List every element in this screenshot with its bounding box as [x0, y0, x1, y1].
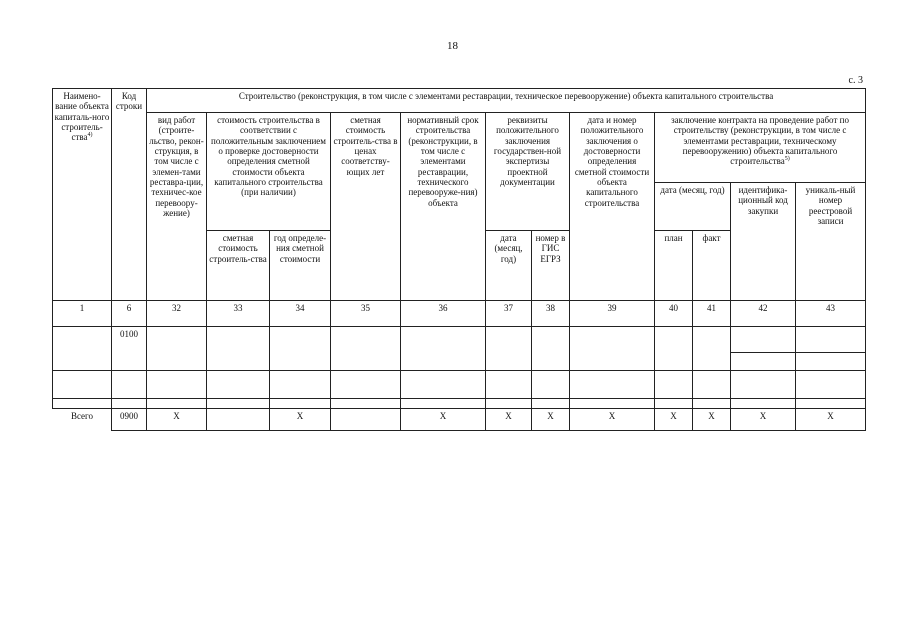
table-cell[interactable]: [570, 371, 655, 399]
column-number: 33: [207, 301, 270, 327]
table-cell[interactable]: [270, 371, 331, 399]
table-cell[interactable]: [401, 399, 486, 409]
header-fact: факт: [693, 231, 731, 301]
total-mark: X: [147, 409, 207, 431]
table-cell[interactable]: [331, 399, 401, 409]
table-cell[interactable]: [796, 353, 866, 371]
column-number: 40: [655, 301, 693, 327]
table-cell[interactable]: [693, 371, 731, 399]
table-cell[interactable]: [112, 371, 147, 399]
header-normative-term: нормативный срок строительства (реконструкции, в том числе с элементами реставрации, технического перевооруже-ния) объекта: [401, 113, 486, 301]
header-work-type: вид работ (строите-льство, рекон-струкция, в том числе с элемен-тами реставра-ции, техничес-кое перевоору-жение): [147, 113, 207, 301]
table-cell[interactable]: [731, 399, 796, 409]
page-number: 18: [447, 40, 458, 52]
column-number: 1: [53, 301, 112, 327]
table-cell[interactable]: [270, 399, 331, 409]
header-plan: план: [655, 231, 693, 301]
table-cell[interactable]: [331, 327, 401, 371]
table-cell[interactable]: [532, 399, 570, 409]
column-number: 35: [331, 301, 401, 327]
data-row: [53, 371, 866, 399]
table-cell[interactable]: [570, 399, 655, 409]
construction-table: [52, 88, 866, 431]
table-cell[interactable]: [486, 371, 532, 399]
table-cell[interactable]: [331, 371, 401, 399]
column-number: 41: [693, 301, 731, 327]
table-cell[interactable]: [486, 327, 532, 371]
table-cell[interactable]: [796, 327, 866, 353]
header-estimated-cost: сметная стоимость строитель-ства: [207, 231, 270, 301]
page-mark: с. 3: [848, 75, 863, 86]
header-requisite-number: номер в ГИС ЕГРЗ: [532, 231, 570, 301]
table-cell[interactable]: [731, 371, 796, 399]
column-number: 37: [486, 301, 532, 327]
table-cell[interactable]: [693, 327, 731, 371]
header-construction: Строительство (реконструкция, в том числе с элементами реставрации, техническое перевооружение) объекта капитального строительства: [147, 89, 866, 113]
table-cell[interactable]: [693, 399, 731, 409]
column-number: 34: [270, 301, 331, 327]
header-identification-code: идентифика-ционный код закупки: [731, 183, 796, 301]
column-number: 38: [532, 301, 570, 327]
header-estimate-year: год определе-ния сметной стоимости: [270, 231, 331, 301]
column-number-row: [53, 301, 866, 327]
column-number: 6: [112, 301, 147, 327]
table-cell[interactable]: [53, 399, 112, 409]
header-contract-date: дата (месяц, год): [655, 183, 731, 231]
table-cell[interactable]: [53, 327, 112, 371]
header-registry-number: уникаль-ный номер реестровой записи: [796, 183, 866, 301]
table-cell[interactable]: [270, 327, 331, 371]
column-number: 39: [570, 301, 655, 327]
table-cell[interactable]: [147, 371, 207, 399]
total-mark: X: [693, 409, 731, 431]
table-cell[interactable]: [207, 371, 270, 399]
table-cell[interactable]: [486, 399, 532, 409]
table-cell[interactable]: [796, 399, 866, 409]
total-mark: X: [486, 409, 532, 431]
table-cell[interactable]: [532, 371, 570, 399]
table-cell[interactable]: [655, 399, 693, 409]
total-mark: X: [570, 409, 655, 431]
header-contract: заключение контракта на проведение работ по строительству (реконструкции, в том числе с элементами реставрации, техническому перевооружению) объекта капитального строительства$^{5)}$: [655, 113, 866, 183]
header-requisites: реквизиты положительного заключения государствен-ной экспертизы проектной документации: [486, 113, 570, 231]
column-number: 43: [796, 301, 866, 327]
table-cell[interactable]: [731, 353, 796, 371]
column-number: 32: [147, 301, 207, 327]
table-cell[interactable]: [207, 327, 270, 371]
column-number: 42: [731, 301, 796, 327]
table-cell[interactable]: [655, 371, 693, 399]
total-mark: X: [401, 409, 486, 431]
total-mark: X: [532, 409, 570, 431]
total-mark: [331, 409, 401, 431]
table-cell[interactable]: [207, 399, 270, 409]
total-code: 0900: [112, 409, 147, 431]
table-cell[interactable]: [112, 399, 147, 409]
table-cell[interactable]: [532, 327, 570, 371]
total-mark: X: [731, 409, 796, 431]
total-mark: [207, 409, 270, 431]
table-cell[interactable]: [53, 371, 112, 399]
data-row: [53, 327, 866, 353]
table-cell[interactable]: [401, 371, 486, 399]
data-row: [53, 399, 866, 409]
total-mark: X: [796, 409, 866, 431]
header-estimated-cost-prices: сметная стоимость строитель-ства в ценах соответству-ющих лет: [331, 113, 401, 301]
table-cell[interactable]: [731, 327, 796, 353]
table-cell[interactable]: [401, 327, 486, 371]
table-cell[interactable]: [147, 399, 207, 409]
table-cell[interactable]: [570, 327, 655, 371]
column-number: 36: [401, 301, 486, 327]
table-cell[interactable]: [655, 327, 693, 371]
total-label: Всего: [53, 409, 112, 431]
header-date-number: дата и номер положительного заключения о достоверности определения сметной стоимости объекта капитального строительства: [570, 113, 655, 301]
table-cell[interactable]: [147, 327, 207, 371]
line-code-cell: 0100: [112, 327, 147, 371]
header-object-name: Наимено-вание объекта капиталь-ного строитель-ства$^{4)}$: [53, 89, 112, 301]
total-mark: X: [655, 409, 693, 431]
table-cell[interactable]: [796, 371, 866, 399]
header-line-code: Код строки: [112, 89, 147, 301]
total-row: [53, 409, 866, 431]
header-cost-group: стоимость строительства в соответствии с положительным заключением о проверке достоверности определения сметной стоимости объекта капитального строительства (при наличии): [207, 113, 331, 231]
header-requisite-date: дата (месяц, год): [486, 231, 532, 301]
total-mark: X: [270, 409, 331, 431]
